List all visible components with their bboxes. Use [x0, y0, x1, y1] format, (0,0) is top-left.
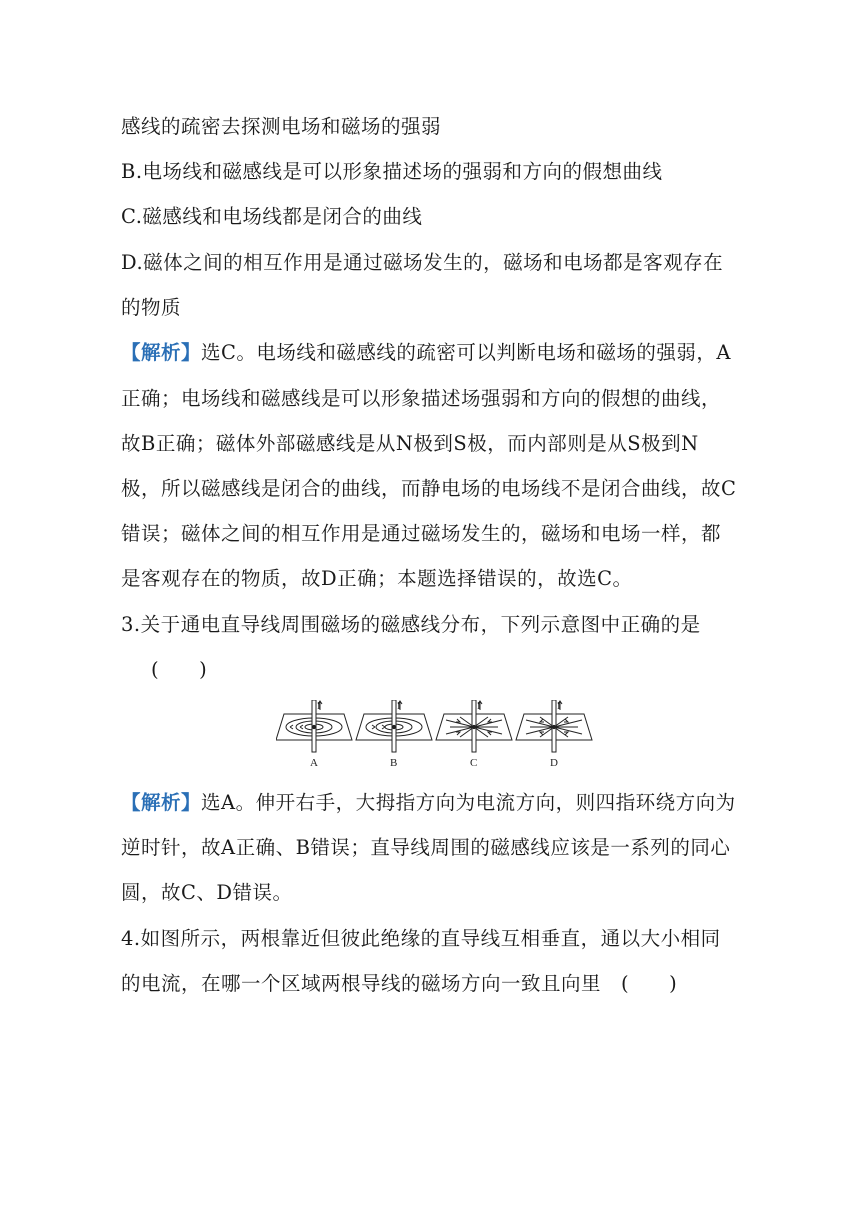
panel-a [276, 700, 352, 752]
text-line-1: 感线的疏密去探测电场和磁场的强弱 [121, 115, 442, 138]
analysis-line-9: 圆，故C、D错误。 [121, 881, 293, 904]
analysis-line-8: 逆时针，故A正确、B错误；直导线周围的磁感线应该是一系列的同心 [121, 836, 731, 859]
figure-label-d: D [550, 757, 558, 769]
analysis-line-2: 正确；电场线和磁感线是可以形象描述场强弱和方向的假想的曲线， [121, 387, 722, 410]
analysis-text-2: 选A。伸开右手，大拇指方向为电流方向，则四指环绕方向为 [201, 791, 736, 814]
analysis-line-4: 极，所以磁感线是闭合的曲线，而静电场的电场线不是闭合曲线，故C [121, 477, 737, 500]
question-3: 3.关于通电直导线周围磁场的磁感线分布，下列示意图中正确的是 [121, 613, 701, 636]
option-d-continued: 的物质 [121, 296, 182, 319]
panel-d [516, 700, 592, 752]
current-label-b: I [397, 700, 401, 712]
figure-label-b: B [390, 757, 398, 769]
analysis-line-5: 错误；磁体之间的相互作用是通过磁场发生的，磁场和电场一样，都 [121, 522, 722, 545]
figure-label-a: A [310, 757, 318, 769]
analysis-tag: 【解析】 [121, 341, 202, 364]
analysis-line-6: 是客观存在的物质，故D正确；本题选择错误的，故选C。 [121, 567, 633, 590]
magnetic-field-diagram [276, 700, 596, 770]
question-4-continued: 的电流，在哪一个区域两根导线的磁场方向一致且向里 ( ) [121, 972, 678, 995]
analysis-line-3: 故B正确；磁体外部磁感线是从N极到S极，而内部则是从S极到N [121, 432, 699, 455]
analysis-line-7 [121, 789, 736, 817]
option-d: D.磁体之间的相互作用是通过磁场发生的，磁场和电场都是客观存在 [121, 251, 724, 274]
current-label-c: I [477, 700, 481, 712]
option-c: C.磁感线和电场线都是闭合的曲线 [121, 205, 423, 228]
analysis-line-1 [121, 339, 731, 367]
analysis-text: 选C。电场线和磁感线的疏密可以判断电场和磁场的强弱，A [201, 341, 732, 364]
panel-c [436, 700, 512, 752]
current-label-a: I [317, 700, 321, 712]
option-b: B.电场线和磁感线是可以形象描述场的强弱和方向的假想曲线 [121, 160, 663, 183]
answer-blank-3: ( ) [151, 658, 208, 681]
diagram-svg [276, 700, 596, 770]
analysis-tag-2: 【解析】 [121, 791, 202, 814]
question-4: 4.如图所示，两根靠近但彼此绝缘的直导线互相垂直，通以大小相同 [121, 927, 721, 950]
figure-label-c: C [470, 757, 478, 769]
panel-b [356, 700, 432, 752]
current-label-d: I [557, 700, 561, 712]
